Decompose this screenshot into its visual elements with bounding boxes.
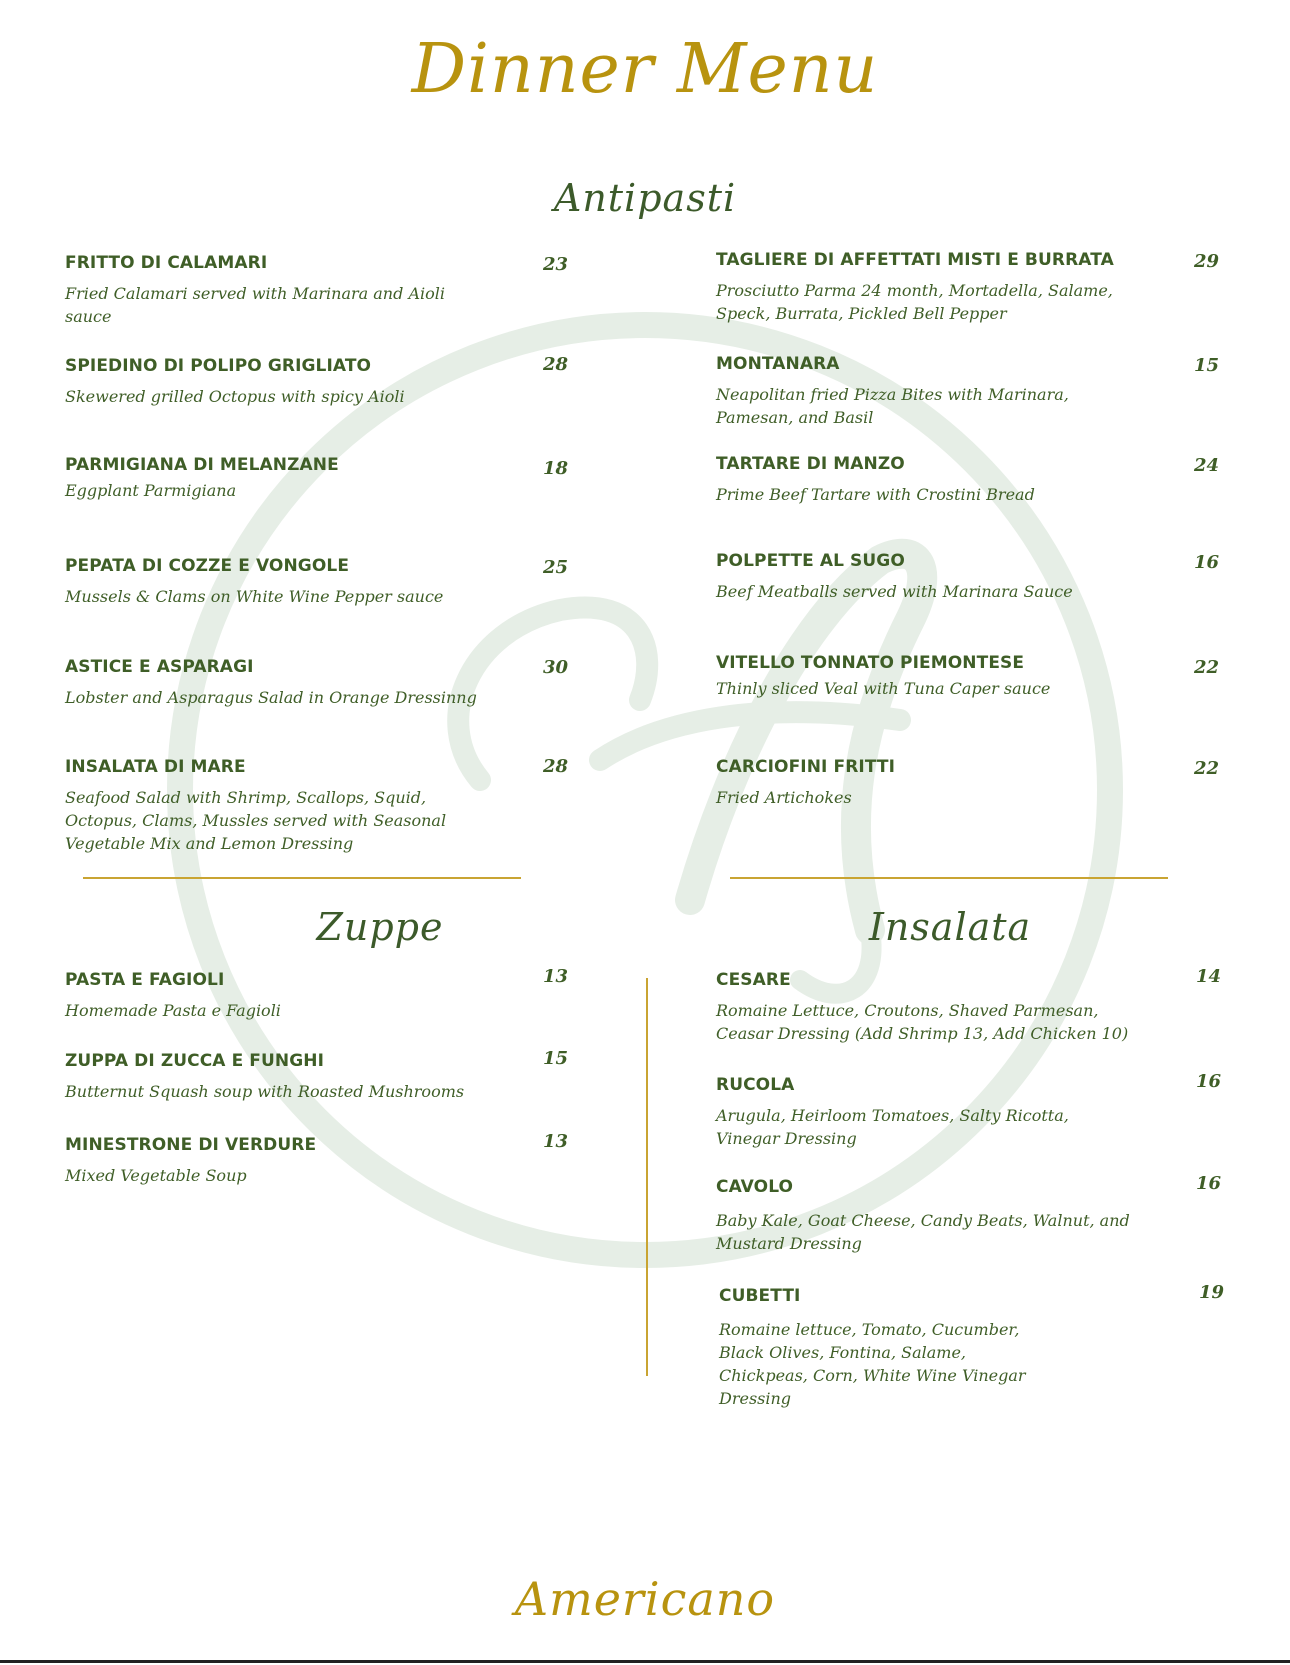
item-name: CUBETTI [719,1286,801,1306]
item-name: CAVOLO [716,1177,794,1197]
item-name: PEPATA DI COZZE E VONGOLE [65,556,350,576]
footer-brand: Americano [514,1572,776,1626]
item-price: 16 [1194,552,1220,573]
item-description: Baby Kale, Goat Cheese, Candy Beats, Walnut, and Mustard Dressing [716,1211,1130,1253]
item-name: MONTANARA [716,354,840,374]
menu-item [65,757,495,855]
item-name: SPIEDINO DI POLIPO GRIGLIATO [65,356,372,376]
menu-item [65,657,495,709]
item-price: 16 [1196,1071,1222,1092]
item-description: Thinly sliced Veal with Tuna Caper sauce [716,679,1051,698]
item-name: INSALATA DI MARE [65,757,246,777]
item-price: 16 [1196,1173,1222,1194]
menu-item [716,250,1136,325]
item-description: Fried Artichokes [716,788,852,807]
item-description: Butternut Squash soup with Roasted Mushrooms [65,1082,465,1101]
item-description: Prime Beef Tartare with Crostini Bread [716,485,1035,504]
item-name: POLPETTE AL SUGO [716,551,905,571]
item-price: 28 [543,756,569,777]
item-name: TAGLIERE DI AFFETTATI MISTI E BURRATA [716,250,1114,270]
menu-item [716,757,1136,809]
item-price: 22 [1194,657,1220,678]
item-description: Mussels & Clams on White Wine Pepper sauce [65,587,444,606]
menu-item [716,1177,1136,1255]
menu-item [65,455,495,502]
item-name: CESARE [716,970,791,990]
item-price: 18 [543,458,569,479]
section-title-insalata: Insalata [868,905,1032,949]
menu-item [65,356,495,408]
item-description: Eggplant Parmigiana [65,481,237,500]
item-price: 25 [543,557,569,578]
item-description: Homemade Pasta e Fagioli [65,1001,281,1020]
item-price: 30 [543,657,569,678]
item-price: 28 [543,354,569,375]
item-price: 14 [1196,966,1222,987]
item-description: Mixed Vegetable Soup [65,1166,247,1185]
menu-item [716,551,1136,603]
page-bottom-border [0,1660,1290,1663]
item-name: CARCIOFINI FRITTI [716,757,896,777]
item-description: Fried Calamari served with Marinara and Aioli sauce [65,284,445,326]
item-price: 29 [1194,251,1220,272]
item-description: Seafood Salad with Shrimp, Scallops, Squid, Octopus, Clams, Mussles served with Seasonal Vegetable Mix and Lemon Dressing [65,788,447,853]
menu-item [65,1051,495,1103]
menu-item [716,653,1136,700]
item-name: VITELLO TONNATO PIEMONTESE [716,653,1025,673]
menu-item [65,1135,495,1187]
item-description: Neapolitan fried Pizza Bites with Marinara, Pamesan, and Basil [716,385,1069,427]
item-price: 13 [543,1131,569,1152]
page-title: Dinner Menu [411,30,879,109]
menu-item [719,1286,1049,1410]
menu-item [716,354,1136,429]
column-divider [646,978,648,1376]
item-price: 23 [543,254,569,275]
menu-item [716,1075,1136,1150]
item-name: ASTICE E ASPARAGI [65,657,254,677]
item-description: Prosciutto Parma 24 month, Mortadella, Salame, Speck, Burrata, Pickled Bell Pepper [716,281,1113,323]
section-title-antipasti: Antipasti [553,176,737,220]
menu-item [65,970,495,1022]
item-description: Romaine Lettuce, Croutons, Shaved Parmesan, Ceasar Dressing (Add Shrimp 13, Add Chicken 10) [716,1001,1129,1043]
item-name: RUCOLA [716,1075,795,1095]
item-description: Romaine lettuce, Tomato, Cucumber, Black Olives, Fontina, Salame, Chickpeas, Corn, White Wine Vinegar Dressing [719,1320,1026,1408]
item-price: 22 [1194,758,1220,779]
item-description: Skewered grilled Octopus with spicy Aioli [65,387,405,406]
menu-item [65,253,495,328]
item-price: 24 [1194,455,1220,476]
menu-item [65,556,495,608]
item-price: 15 [543,1048,569,1069]
menu-item [716,970,1136,1045]
item-description: Arugula, Heirloom Tomatoes, Salty Ricotta, Vinegar Dressing [716,1106,1069,1148]
item-name: TARTARE DI MANZO [716,454,905,474]
item-name: PARMIGIANA DI MELANZANE [65,455,339,475]
item-name: PASTA E FAGIOLI [65,970,225,990]
section-title-zuppe: Zuppe [316,905,444,949]
item-description: Lobster and Asparagus Salad in Orange Dressinng [65,688,477,707]
section-divider-right [730,877,1168,879]
item-price: 13 [543,966,569,987]
item-price: 19 [1199,1282,1225,1303]
menu-item [716,454,1136,506]
section-divider-left [83,877,521,879]
item-price: 15 [1194,355,1220,376]
item-description: Beef Meatballs served with Marinara Sauce [716,582,1073,601]
item-name: FRITTO DI CALAMARI [65,253,268,273]
item-name: ZUPPA DI ZUCCA E FUNGHI [65,1051,325,1071]
item-name: MINESTRONE DI VERDURE [65,1135,317,1155]
